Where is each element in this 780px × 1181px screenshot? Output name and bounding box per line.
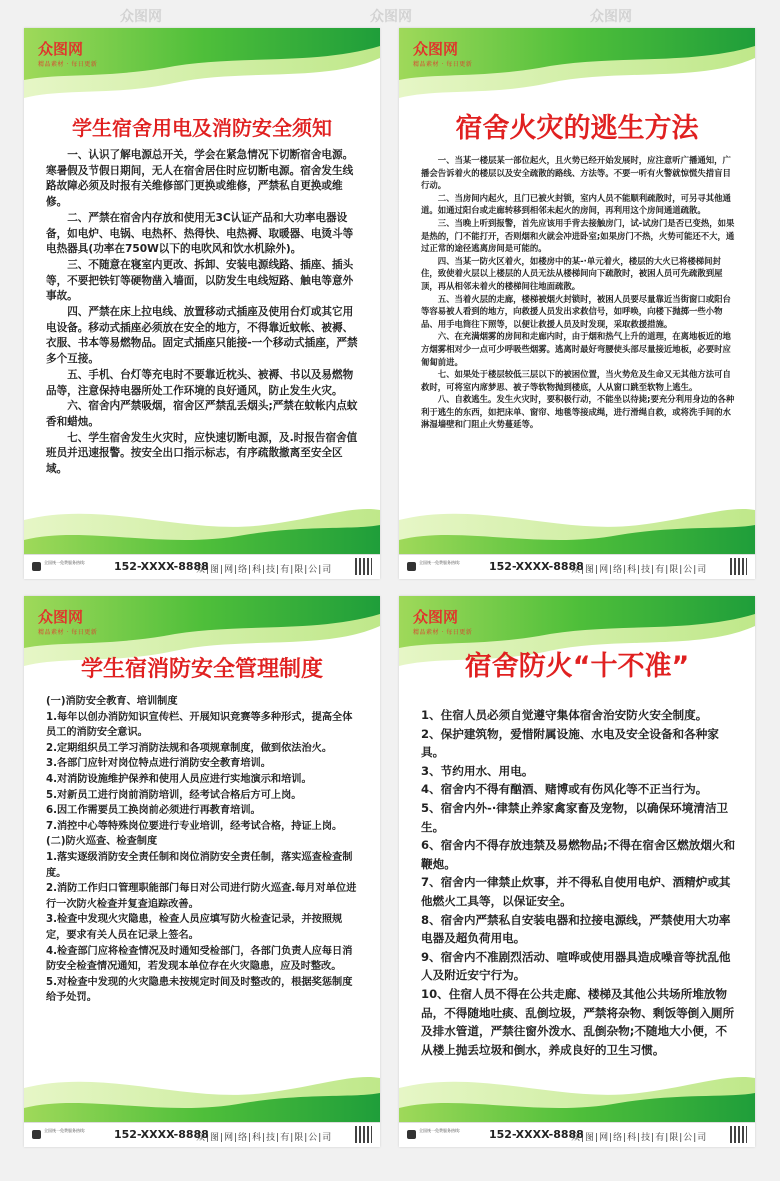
logo: 众图网 精品素材 · 每日更新	[413, 608, 473, 636]
paragraph: 5、宿舍内外-·律禁止养家禽家畜及宠物，以确保环境清洁卫生。	[421, 800, 729, 834]
poster-fire-management	[24, 596, 380, 1147]
paragraph: 八、自救逃生。发生火灾时，要积极行动，不能坐以待毙;要充分利用身边的各种利于逃生的东西，如把床单、窗帘、地毯等接成绳，进行滑绳自救，或将洗手间的水淋湿墙壁和门阻止火势蔓延等。	[421, 394, 735, 430]
paragraph: 四、当某一防火区着火，如楼房中的某-·单元着火，楼层的大火已将楼梯间封住，致使着火层以上楼层的人员无法从楼梯间向下疏散时，被困人员可先疏散到屋顶，再从相邻未着火的楼梯间往地面疏散。	[421, 255, 723, 291]
poster-title: 宿舍火灾的逃生方法	[455, 113, 699, 144]
paragraph: 3.各部门应针对岗位特点进行消防安全教育培训。	[46, 758, 271, 770]
qr-code-icon	[355, 558, 372, 575]
phone-icon	[407, 562, 416, 571]
logo: 众图网 精品素材 · 每日更新	[38, 40, 98, 68]
hotline-label: 全国统一免费服务热线:	[419, 560, 461, 565]
paragraph: 二、严禁在宿舍内存放和使用无3C认证产品和大功率电器设备，如电炉、电锅、电热杯、热得快、电热褥、取暖器、电烫斗等电热器具(功率在750W以下的电吹风和饮水机除外)。	[46, 211, 354, 256]
footer-bar	[399, 554, 755, 579]
company-name: 众|图|网|络|科|技|有|限|公|司	[196, 1133, 333, 1143]
poster-fire-escape	[399, 28, 755, 579]
paragraph: 三、当晚上听到报警，首先应该用手背去接触房门，试-试房门是否已变热，如果是热的，门不能打开，否则烟和火就会冲进卧室;如果房门不热，火势可能还不大，通过正常的途径逃离房间是可能的。	[421, 217, 735, 254]
footer-wave	[399, 1063, 755, 1123]
paragraph: 1、住宿人员必须自觉遵守集体宿舍治安防火安全制度。	[421, 708, 708, 722]
paragraph: 3.检查中发现火灾隐患，检查人员应填写防火检查记录，并按照规定，要求有关人员在记录上签名。	[46, 914, 343, 941]
phone-number: 152-XXXX-8888	[489, 1128, 584, 1141]
paragraph: 二、当房间内起火，且门已被火封锁，室内人员不能顺利疏散时，可另寻其他通道。如通过阳台或走廊转移到相邻未起火的房间，再利用这个房间通道疏散。	[421, 192, 731, 216]
phone-icon	[407, 1130, 416, 1139]
paragraph: 6.因工作需要员工换岗前必须进行再教育培训。	[46, 805, 261, 817]
phone-number: 152-XXXX-8888	[489, 560, 584, 573]
paragraph: 4.检查部门应将检查情况及时通知受检部门，各部门负责人应每日消防安全检查情况通知，若发现本单位存在火灾隐患，应及时整改。	[46, 945, 353, 973]
poster-body	[46, 148, 362, 478]
paragraph: 五、手机、台灯等充电时不要靠近枕头、被褥、书以及易燃物品等，注意保持电器所处工作环境的良好通风，防止发生火灾。	[46, 368, 354, 397]
paragraph: 2.消防工作归口管理职能部门每日对公司进行防火巡查.每月对单位进行一次防火检查并复查追踪改善。	[46, 883, 357, 910]
company-name: 众|图|网|络|科|技|有|限|公|司	[571, 1133, 708, 1143]
logo: 众图网 精品素材 · 每日更新	[38, 608, 98, 636]
paragraph: 9、宿舍内不准剧烈活动、喧哗或使用器具造成噪音等扰乱他人及附近安宁行为。	[421, 949, 731, 983]
paragraph: 1.落实逐级消防安全责任制和岗位消防安全责任制，落实巡查检查制度。	[46, 851, 353, 879]
hotline-label: 全国统一免费服务热线:	[44, 560, 86, 565]
paragraph: 2、保护建筑物，爱惜附属设施、水电及安全设备和各种家具。	[421, 726, 719, 760]
paragraph: 七、如果处于楼层较低三层以下的被困位置，当火势危及生命又无其他方法可自救时，可将室内席梦思、被子等软物抛到楼底，人从窗口跳至软物上逃生。	[421, 369, 731, 392]
phone-icon	[32, 1130, 41, 1139]
footer-wave	[399, 495, 755, 555]
poster-electricity-safety	[24, 28, 380, 579]
phone-icon	[32, 562, 41, 571]
paragraph: 一、认识了解电源总开关，学会在紧急情况下切断宿舍电源。寒暑假及节假日期间，无人在宿舍居住时应切断电源。宿舍发生线路故障必须及时报有关维修部门更换或维修，严禁私自更换或维修。	[46, 149, 354, 209]
qr-code-icon	[355, 1126, 372, 1143]
poster-body	[421, 154, 737, 431]
paragraph: 6、宿舍内不得存放违禁及易燃物品;不得在宿舍区燃放烟火和鞭炮。	[421, 838, 736, 871]
footer-bar	[24, 1122, 380, 1147]
paragraph: 3、节约用水、用电。	[421, 763, 534, 778]
poster-body	[421, 706, 737, 1059]
paragraph: 七、学生宿舍发生火灾时，应快速切断电源，及.时报告宿舍值班员并迅速报警。按安全出口指示标志，有序疏散撤离至安全区域。	[46, 431, 358, 476]
footer-wave	[24, 495, 380, 555]
footer-bar	[399, 1122, 755, 1147]
paragraph: 5.对新员工进行岗前消防培训，经考试合格后方可上岗。	[46, 789, 302, 801]
watermark: 众图网	[370, 9, 412, 25]
paragraph: 5.对检查中发现的火灾隐患未按规定时间及时整改的，根据奖惩制度给予处罚。	[46, 976, 353, 1004]
qr-code-icon	[730, 1126, 747, 1143]
phone-number: 152-XXXX-8888	[114, 1128, 209, 1141]
qr-code-icon	[730, 558, 747, 575]
poster-body	[46, 694, 362, 1006]
paragraph: 五、当着火层的走廊，楼梯被烟火封锁时，被困人员要尽量靠近当街窗口或阳台等容易被人看到的地方，向救援人员发出求救信号，如呼唤，向楼下抛掷一些小物品、用手电筒往下照等，以便让救援人员及时发现，采取救援措施。	[421, 293, 731, 329]
paragraph: 三、不随意在寝室内更改、拆卸、安装电源线路、插座、插头等，不要把铁钉等硬物凿入墙面，以防发生电线短路、触电等意外事故。	[46, 258, 354, 303]
paragraph: 7.消控中心等特殊岗位要进行专业培训，经考试合格，持证上岗。	[46, 820, 343, 832]
poster-title: 宿舍防火“十不准”	[464, 651, 690, 682]
poster-title: 学生宿舍用电及消防安全须知	[72, 116, 332, 140]
company-name: 众|图|网|络|科|技|有|限|公|司	[571, 565, 708, 575]
hotline-label: 全国统一免费服务热线:	[419, 1128, 461, 1133]
poster-ten-rules	[399, 596, 755, 1147]
paragraph: 1.每年以创办消防知识宣传栏、开展知识竞赛等多种形式，提高全体员工的消防安全意识。	[46, 711, 353, 739]
company-name: 众|图|网|络|科|技|有|限|公|司	[196, 565, 333, 575]
paragraph: 8、宿舍内严禁私自安装电器和拉接电源线，严禁使用大功率电器及超负荷用电。	[421, 912, 731, 946]
paragraph: 4.对消防设施维护保养和使用人员应进行实地演示和培训。	[46, 773, 312, 785]
watermark: 众图网	[590, 9, 632, 25]
logo: 众图网 精品素材 · 每日更新	[413, 40, 473, 68]
paragraph: (二)防火巡查、检查制度	[46, 836, 158, 848]
hotline-label: 全国统一免费服务热线:	[44, 1128, 86, 1133]
poster-title: 学生宿消防安全管理制度	[80, 657, 323, 682]
watermark: 众图网	[120, 9, 162, 25]
phone-number: 152-XXXX-8888	[114, 560, 209, 573]
footer-wave	[24, 1063, 380, 1123]
paragraph: 10、住宿人员不得在公共走廊、楼梯及其他公共场所堆放物品，不得随地吐痰、乱倒垃圾，严禁将杂物、剩饭等倒入厕所及排水管道，严禁往窗外泼水、乱倒杂物;不随地大小便，不从楼上抛丢垃圾和倒水，养成良好的卫生习惯。	[421, 986, 735, 1057]
paragraph: 六、在充满烟雾的房间和走廊内时，由于烟和热气上升的道理，在离地板近的地方烟雾相对少一点可少呼吸些烟雾。逃离时最好弯腰使头部尽量接近地板，必要时应匍匐前进。	[421, 331, 731, 367]
paragraph: 7、宿舍内一律禁止炊事，并不得私自使用电炉、酒精炉或其他燃火工具等，以保证安全。	[421, 875, 731, 908]
paragraph: 四、严禁在床上拉电线、放置移动式插座及使用台灯或其它用电设备。移动式插座必须放在安全的地方，不得靠近蚊帐、被褥、衣服、书本等易燃物品。固定式插座只能接-一个移动式插座，严禁多个互接。	[46, 306, 358, 366]
footer-bar	[24, 554, 380, 579]
paragraph: 4、宿舍内不得有酗酒、赌博或有伤风化等不正当行为。	[421, 782, 708, 797]
paragraph: 一、当某一楼层某一部位起火，且火势已经开始发展时，应注意听广播通知，广播会告诉着火的楼层以及安全疏散的路线、方法等。不要一听有火警就惊慌失措盲目行动。	[421, 155, 731, 191]
paragraph: 2.定期组织员工学习消防法规和各项规章制度，做到依法治火。	[46, 742, 333, 754]
paragraph: 六、宿舍内严禁吸烟，宿舍区严禁乱丢烟头;严禁在蚊帐内点蚊香和蜡烛。	[46, 400, 358, 428]
paragraph: (一)消防安全教育、培训制度	[46, 696, 178, 707]
